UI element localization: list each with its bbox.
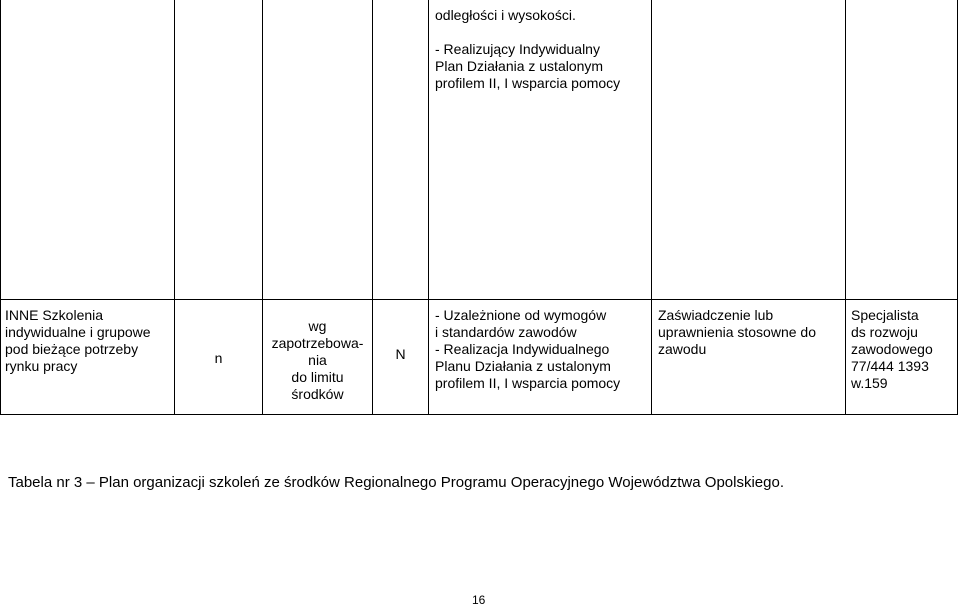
- text-line: rynku pracy: [5, 358, 78, 374]
- text-line: Specjalista: [851, 307, 919, 323]
- certificate-cell: [658, 307, 843, 358]
- text-line: profilem II, I wsparcia pomocy: [435, 75, 621, 91]
- requirements-cell: [435, 307, 647, 392]
- text-line: odległości i wysokości.: [435, 7, 576, 23]
- table-column-divider: [428, 0, 429, 415]
- table-border-right: [957, 0, 958, 415]
- text-line: - Uzależnione od wymogów: [435, 307, 607, 323]
- text-line: ds rozwoju: [851, 324, 918, 340]
- text-line: Planu Działania z ustalonym: [435, 358, 611, 374]
- text-line: do limitu: [291, 369, 344, 385]
- text-line: zawodowego: [851, 341, 933, 357]
- text-line: i standardów zawodów: [435, 324, 577, 340]
- text-line: uprawnienia stosowne do: [658, 324, 816, 340]
- table-row-divider: [0, 299, 958, 300]
- text-line: pod bieżące potrzeby: [5, 341, 139, 357]
- text-line: zawodu: [658, 341, 707, 357]
- table-column-divider: [651, 0, 652, 415]
- text-line: - Realizacja Indywidualnego: [435, 341, 610, 357]
- page-number: 16: [472, 593, 486, 607]
- text-line: n: [214, 350, 223, 366]
- text-line: INNE Szkolenia: [5, 307, 104, 323]
- text-line: [435, 24, 647, 41]
- table-border-left: [0, 0, 1, 415]
- text-line: wg: [308, 318, 327, 334]
- text-line: Zaświadczenie lub: [658, 307, 774, 323]
- text-line: środków: [291, 386, 344, 402]
- text-line: nia: [308, 352, 327, 368]
- text-line: Plan Działania z ustalonym: [435, 58, 604, 74]
- count-cell: [175, 350, 262, 367]
- text-line: N: [395, 346, 406, 362]
- top-row-cell: [435, 7, 647, 92]
- table-caption: Tabela nr 3 – Plan organizacji szkoleń ze środków Regionalnego Programu Operacyjnego Województwa Opolskiego.: [8, 474, 784, 491]
- training-type-cell: [5, 307, 171, 375]
- text-line: indywidualne i grupowe: [5, 324, 151, 340]
- text-line: w.159: [851, 375, 888, 391]
- text-line: profilem II, I wsparcia pomocy: [435, 375, 621, 391]
- text-line: - Realizujący Indywidualny: [435, 41, 600, 57]
- table-column-divider: [845, 0, 846, 415]
- text-line: 77/444 1393: [851, 358, 929, 374]
- source-cell: [373, 346, 428, 363]
- quantity-cell: [263, 318, 372, 403]
- text-line: zapotrzebowa-: [271, 335, 364, 351]
- table-border-bottom: [0, 414, 958, 415]
- contact-cell: [851, 307, 955, 392]
